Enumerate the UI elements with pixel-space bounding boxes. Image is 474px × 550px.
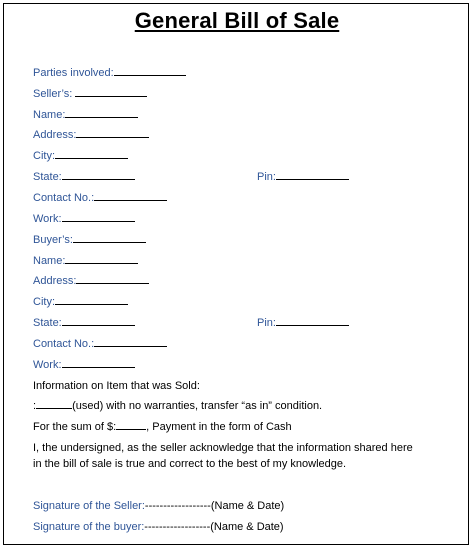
buyer-state-blank[interactable] [62,316,135,326]
seller-name-blank[interactable] [65,108,138,118]
item-condition-text: (used) with no warranties, transfer “as in” condition. [72,400,323,412]
buyer-contact-label: Contact No.: [33,338,95,350]
buyer-address-label: Address: [33,275,77,287]
buyer-work-field [33,358,135,372]
seller-pin-label: Pin: [257,171,276,183]
item-condition-prefix: : [33,400,37,412]
seller-city-field [33,149,128,163]
sum-suffix: , Payment in the form of Cash [146,421,292,433]
buyer-name-blank[interactable] [65,254,138,264]
buyer-contact-blank[interactable] [94,337,167,347]
buyer-state-field [33,316,135,330]
seller-address-label: Address: [33,129,77,141]
seller-signature-label: Signature of the Seller: [33,500,145,512]
parties-involved-field [33,66,186,80]
buyer-state-label: State: [33,317,62,329]
buyer-work-label: Work: [33,359,62,371]
seller-city-label: City: [33,150,55,162]
seller-state-label: State: [33,171,62,183]
buyer-pin-field [257,316,349,330]
buyer-signature-label: Signature of the buyer: [33,521,145,533]
parties-involved-label: Parties involved: [33,67,114,79]
seller-pin-blank[interactable] [276,170,349,180]
seller-contact-label: Contact No.: [33,192,95,204]
seller-state-blank[interactable] [62,170,135,180]
seller-signature-dashes[interactable]: ------------------ [144,500,211,512]
seller-contact-blank[interactable] [94,191,167,201]
buyer-heading-field [33,233,146,247]
seller-work-label: Work: [33,213,62,225]
seller-city-blank[interactable] [55,149,128,159]
buyer-city-blank[interactable] [55,295,128,305]
buyer-city-label: City: [33,296,55,308]
buyer-heading-label: Buyer’s: [33,234,73,246]
item-info-heading: Information on Item that was Sold: [33,380,200,392]
seller-state-field [33,170,135,184]
seller-address-field [33,128,149,142]
buyer-work-blank[interactable] [62,358,135,368]
buyer-address-field [33,274,149,288]
buyer-heading-blank[interactable] [73,233,146,243]
seller-address-blank[interactable] [76,128,149,138]
seller-name-field [33,108,138,122]
seller-work-field [33,212,135,226]
buyer-pin-blank[interactable] [276,316,349,326]
seller-pin-field [257,170,349,184]
sum-amount-blank[interactable] [116,420,146,430]
seller-contact-field [33,191,167,205]
buyer-signature-suffix: (Name & Date) [210,521,284,533]
sum-line [33,420,292,434]
acknowledgement-line-2: in the bill of sale is true and correct to the best of my knowledge. [33,458,347,470]
document-title: General Bill of Sale [134,8,340,33]
seller-name-label: Name: [33,109,66,121]
buyer-city-field [33,295,128,309]
seller-work-blank[interactable] [62,212,135,222]
buyer-address-blank[interactable] [76,274,149,284]
seller-heading-field [33,87,147,101]
seller-heading-label: Seller’s: [33,88,76,100]
acknowledgement-line-1: I, the undersigned, as the seller acknowledge that the information shared here [33,442,413,454]
sum-prefix: For the sum of $: [33,421,117,433]
seller-heading-blank[interactable] [75,87,147,97]
buyer-signature-dashes[interactable]: ------------------ [144,521,211,533]
parties-involved-blank[interactable] [114,66,186,76]
buyer-signature-line [33,520,284,534]
item-condition-line [33,399,322,413]
buyer-contact-field [33,337,167,351]
buyer-pin-label: Pin: [257,317,276,329]
seller-signature-line [33,499,284,513]
buyer-name-field [33,254,138,268]
buyer-name-label: Name: [33,255,66,267]
item-condition-blank[interactable] [36,399,72,409]
seller-signature-suffix: (Name & Date) [210,500,285,512]
